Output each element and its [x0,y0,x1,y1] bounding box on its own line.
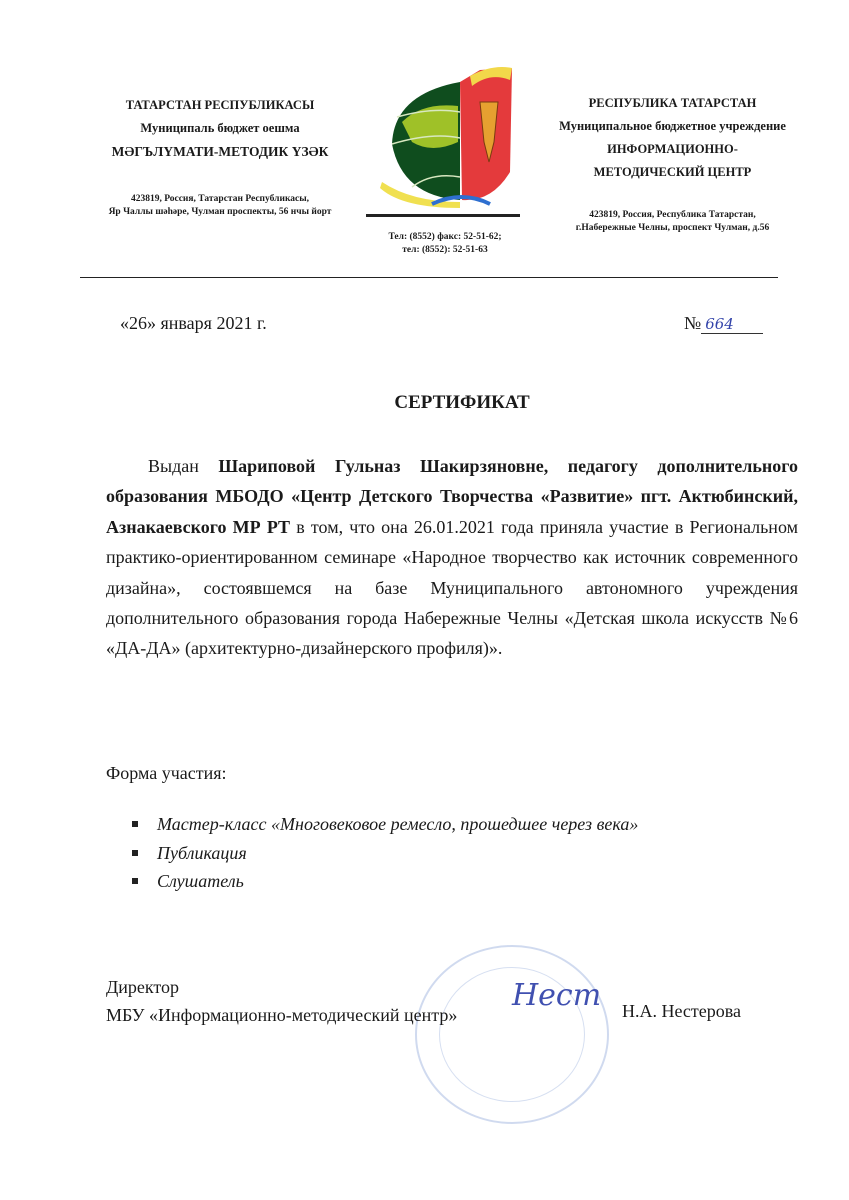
logo [372,62,522,212]
participation-form-label: Форма участия: [106,763,227,783]
number-value: 664 [701,315,763,334]
header-right-line4: МЕТОДИЧЕСКИЙ ЦЕНТР [593,165,752,179]
header-right-addr1: 423819, Россия, Республика Татарстан, [589,210,756,220]
recipient: Шариповой Гульназ Шакирзяновне, педагогу дополнительного образования МБОДО «Центр Детского Творчества «Развитие» пгт. Актюбинский, Азнакаевского МР РТ [106,456,798,537]
header-right-line1: РЕСПУБЛИКА ТАТАРСТАН [588,96,757,110]
list-item: Слушатель [130,867,638,896]
header-left-line3: МӘГЪЛҮМАТИ-МЕТОДИК ҮЗӘК [111,144,329,159]
body-text: в том, что она 26.01.2021 года приняла участие в Региональном практико-ориентированном семинаре «Народное творчество как источник современного дизайна», состоявшемся на базе Муниципального автономного учреждения дополнительного образования города Набережные Челны «Детская школа искусств №6 «ДА-ДА» (архитектурно-дизайнерского профиля)». [106,516,798,659]
header-left-addr1: 423819, Россия, Татарстан Республикасы, [130,194,310,204]
logo-underline [366,214,520,217]
document-number [684,313,763,334]
globe-pen-logo-icon [372,62,522,212]
signatory-name: Н.А. Нестерова [622,1001,742,1021]
header-left-line2: Муниципаль бюджет оешма [140,121,300,135]
handwritten-signature: Нест [512,978,602,1013]
signatory-org: МБУ «Информационно-методический центр» [106,1005,458,1025]
list-item: Мастер-класс «Многовековое ремесло, прошедшее через века» [130,810,638,839]
header-divider [80,277,778,278]
signatory-position: Директор [106,977,180,997]
certificate-body [106,451,798,664]
header-left-addr2: Яр Чаллы шәһәре, Чулман проспекты, 56 нчы йорт [108,207,332,217]
number-label: № [684,313,702,333]
document-date: «26» января 2021 г. [120,313,267,333]
header-tel1: Тел: (8552) факс: 52-51-62; [388,232,502,242]
certificate-title: СЕРТИФИКАТ [394,392,530,413]
header-right-addr2: г.Набережные Челны, проспект Чулман, д.56 [575,223,770,233]
header-left-line1: ТАТАРСТАН РЕСПУБЛИКАСЫ [125,98,315,112]
list-item: Публикация [130,839,638,868]
header-right [530,92,815,235]
header-left [70,94,370,219]
header-tel2: тел: (8552): 52-51-63 [402,245,488,255]
header-right-line2: Муниципальное бюджетное учреждение [559,119,786,133]
participation-forms-list [130,810,638,896]
header-right-line3: ИНФОРМАЦИОННО- [607,142,738,156]
signatory-title [106,973,457,1029]
body-intro: Выдан [148,456,219,476]
official-stamp [415,945,609,1124]
header-center [370,231,520,257]
